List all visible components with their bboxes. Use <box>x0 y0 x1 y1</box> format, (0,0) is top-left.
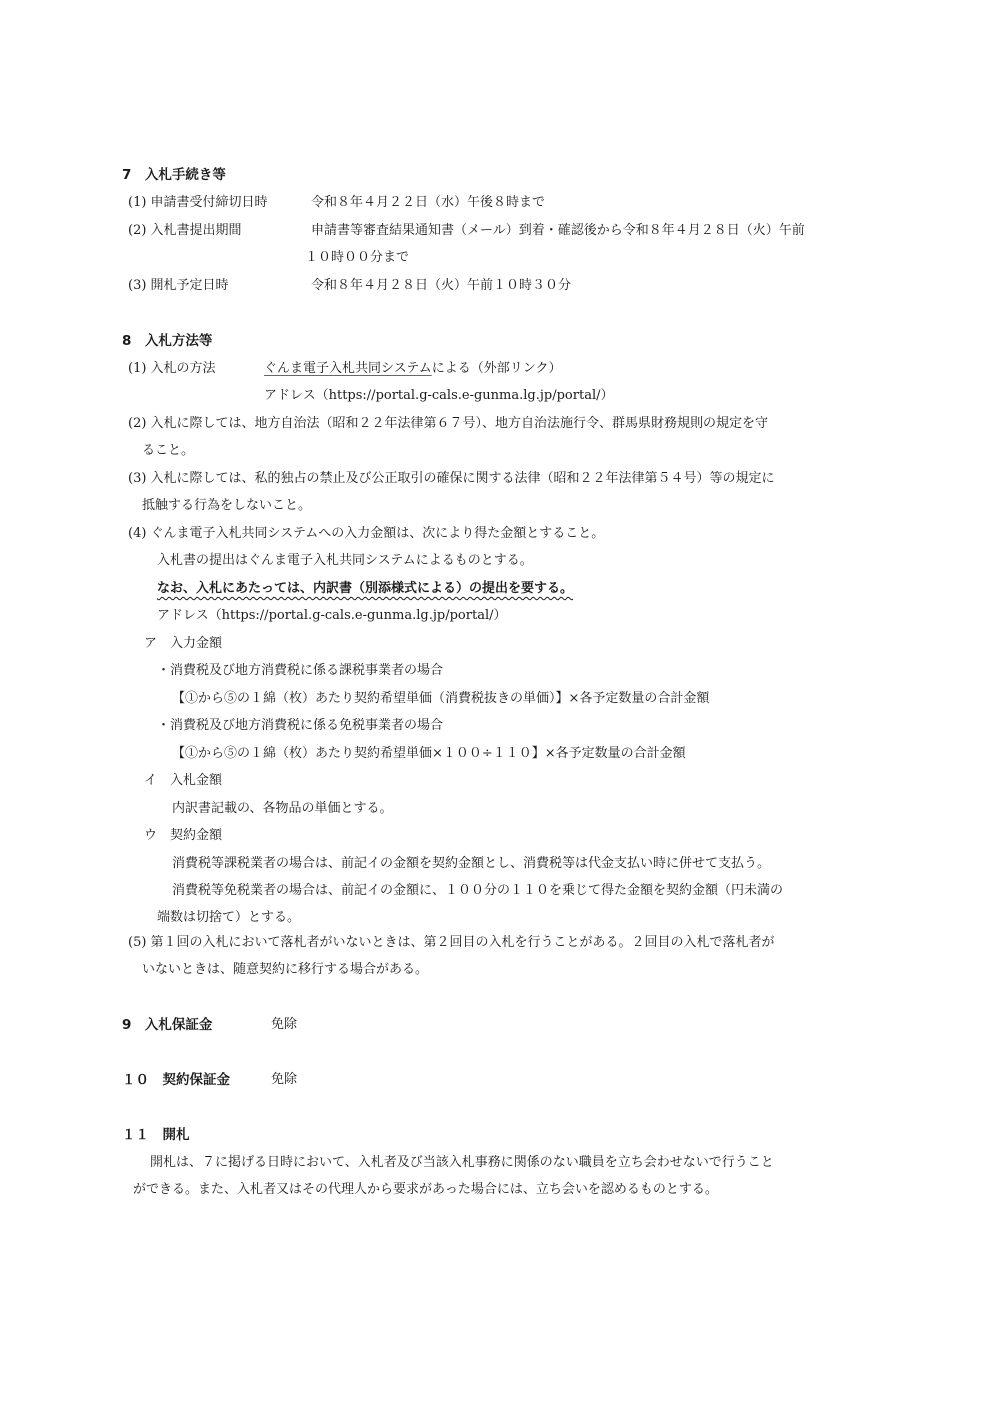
exempt-formula: 【①から⑤の１綿（枚）あたり契約希望単価×１００÷１１０】×各予定数量の合計金額 <box>172 746 686 761</box>
s8-item3-line1: (3) 入札に際しては、私的独占の禁止及び公正取引の確保に関する法律（昭和２２年法律第５４号）等の規定に <box>128 471 775 486</box>
bid-amount-heading: イ 入札金額 <box>144 773 223 788</box>
s7-item2-label: (2) 入札書提出期間 <box>128 223 242 238</box>
section-10-heading: １０ 契約保証金 <box>122 1072 230 1088</box>
s8-item2-line2: ること。 <box>142 443 195 458</box>
s8-item4-line1: (4) ぐんま電子入札共同システムへの入力金額は、次により得た金額とすること。 <box>128 526 605 541</box>
contract-amount-text3: 端数は切捨て）とする。 <box>157 910 301 925</box>
gunma-e-bidding-link[interactable]: ぐんま電子入札共同システム <box>264 361 432 376</box>
s8-item4-notice: なお、入札にあたっては、内訳書（別添様式による）の提出を要する。 <box>157 581 574 596</box>
input-amount-heading: ア 入力金額 <box>144 636 223 651</box>
s7-item1-value: 令和８年４月２２日（水）午後８時まで <box>311 195 546 210</box>
s8-item4-address: アドレス（https://portal.g-cals.e-gunma.lg.jp/portal/） <box>157 608 507 623</box>
s7-item3-value: 令和８年４月２８日（火）午前１０時３０分 <box>311 278 572 293</box>
contract-amount-text1: 消費税等課税業者の場合は、前記イの金額を契約金額とし、消費税等は代金支払い時に併せて支払う。 <box>172 856 771 871</box>
s7-item2-value-cont: １０時００分まで <box>305 250 410 265</box>
s8-item1-method <box>264 360 561 378</box>
taxable-bullet: ・消費税及び地方消費税に係る課税事業者の場合 <box>157 663 444 678</box>
s8-item1-label: (1) 入札の方法 <box>128 361 216 376</box>
s7-item2-value: 申請書等審査結果通知書（メール）到着・確認後から令和８年４月２８日（火）午前 <box>311 223 805 238</box>
opening-text-line2: ができる。また、入札者又はその代理人から要求があった場合には、立ち会いを認めるものとする。 <box>133 1182 718 1197</box>
s8-item1-method-rest: による（外部リンク） <box>431 361 562 376</box>
s8-item4-line2: 入札書の提出はぐんま電子入札共同システムによるものとする。 <box>157 553 533 568</box>
s7-item1-label: (1) 申請書受付締切日時 <box>128 195 268 210</box>
section-11-heading: １１ 開札 <box>122 1127 190 1143</box>
section-9-heading: 9 入札保証金 <box>122 1017 213 1033</box>
contract-amount-heading: ウ 契約金額 <box>144 828 223 843</box>
exempt-bullet: ・消費税及び地方消費税に係る免税事業者の場合 <box>157 718 444 733</box>
s8-item5-line2: いないときは、随意契約に移行する場合がある。 <box>142 962 429 977</box>
bid-bond-value: 免除 <box>271 1017 298 1032</box>
section-7-heading: 7 入札手続き等 <box>122 167 226 183</box>
s8-item1-address: アドレス（https://portal.g-cals.e-gunma.lg.jp/portal/） <box>264 388 614 403</box>
s8-item3-line2: 抵触する行為をしないこと。 <box>142 498 312 513</box>
opening-text-line1: 開札は、７に掲げる日時において、入札者及び当該入札事務に関係のない職員を立ち会わせないで行うこと <box>150 1155 774 1170</box>
s8-item2-line1: (2) 入札に際しては、地方自治法（昭和２２年法律第６７号）、地方自治法施行令、群馬県財務規則の規定を守 <box>128 416 769 431</box>
s8-item5-line1: (5) 第１回の入札において落札者がいないときは、第２回目の入札を行うことがある。２回目の入札で落札者が <box>128 935 775 950</box>
section-8-heading: 8 入札方法等 <box>122 333 213 349</box>
contract-bond-value: 免除 <box>271 1072 298 1087</box>
s7-item3-label: (3) 開札予定日時 <box>128 278 229 293</box>
contract-amount-text2: 消費税等免税業者の場合は、前記イの金額に、１００分の１１０を乗じて得た金額を契約金額（円未満の <box>172 883 784 898</box>
taxable-formula: 【①から⑤の１綿（枚）あたり契約希望単価（消費税抜きの単価）】×各予定数量の合計金額 <box>172 691 710 706</box>
bid-amount-text: 内訳書記載の、各物品の単価とする。 <box>172 801 393 816</box>
